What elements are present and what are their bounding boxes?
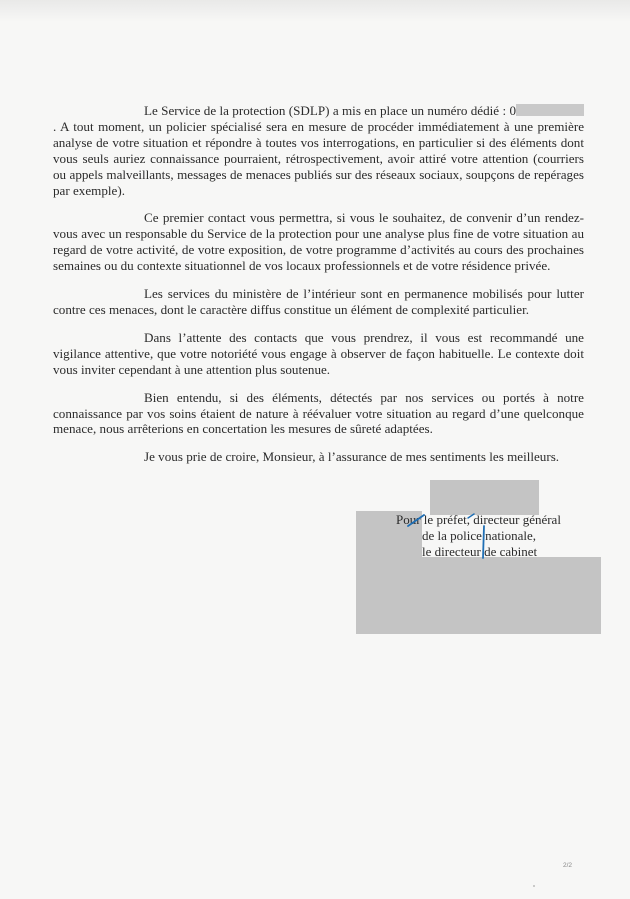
letter-body: [53, 103, 584, 477]
page-number: 2/2: [563, 862, 573, 869]
signature-line-cabinet-director: le directeur de cabinet: [422, 544, 538, 559]
closing-salutation: Je vous prie de croire, Monsieur, à l’assurance de mes sentiments les meilleurs.: [144, 449, 560, 465]
scan-speck: [533, 885, 535, 887]
handwritten-signature-stroke-icon: [356, 480, 601, 634]
paragraph-ministry-services: Les services du ministère de l’intérieur sont en permanence mobilisés pour lutter contre ces menaces, dont le caractère diffus constitue un élément de complexité particulier.: [53, 286, 584, 317]
scan-edge-shadow: [0, 0, 630, 22]
paragraph-text: Le Service de la protection (SDLP) a mis en place un numéro dédié : 0: [144, 103, 516, 118]
signature-line-police: de la police nationale,: [422, 528, 537, 543]
paragraph-text: . A tout moment, un policier spécialisé sera en mesure de procéder immédiatement à une première analyse de votre situation et répondre à toutes vos interrogations, en particulier si des éléments dont vous seuls auriez connaissance pourraient, rétrospectivement, avoir attiré votre attention (courriers ou appels malveillants, messages de menaces publiés sur des réseaux sociaux, soupçons de repérages par exemple).: [53, 118, 584, 198]
paragraph-vigilance: Dans l’attente des contacts que vous prendrez, il vous est recommandé une vigilance attentive, que votre notoriété vous engage à observer de façon habituelle. Le contexte doit vous inviter cependant à une attention plus soutenue.: [53, 329, 584, 377]
signature-line-prefect: Pour le préfet, directeur général: [396, 512, 561, 527]
paragraph-reassessment: Bien entendu, si des éléments, détectés par nos services ou portés à notre connaissance par vos soins étaient de nature à réévaluer votre situation au regard d’une quelconque menace, nous arrêterions en concertation les mesures de sûreté adaptées.: [53, 389, 584, 437]
paragraph-sdlp-number: [53, 103, 584, 198]
signature-block: [356, 480, 601, 634]
paragraph-first-contact: Ce premier contact vous permettra, si vous le souhaitez, de convenir d’un rendez-vous avec un responsable du Service de la protection pour une analyse plus fine de votre situation au regard de votre activité, de votre exposition, de votre programme d’activités au cours des prochaines semaines ou du contexte situationnel de vos locaux professionnels et de votre résidence privée.: [53, 210, 584, 274]
redacted-phone-number: [516, 104, 584, 116]
